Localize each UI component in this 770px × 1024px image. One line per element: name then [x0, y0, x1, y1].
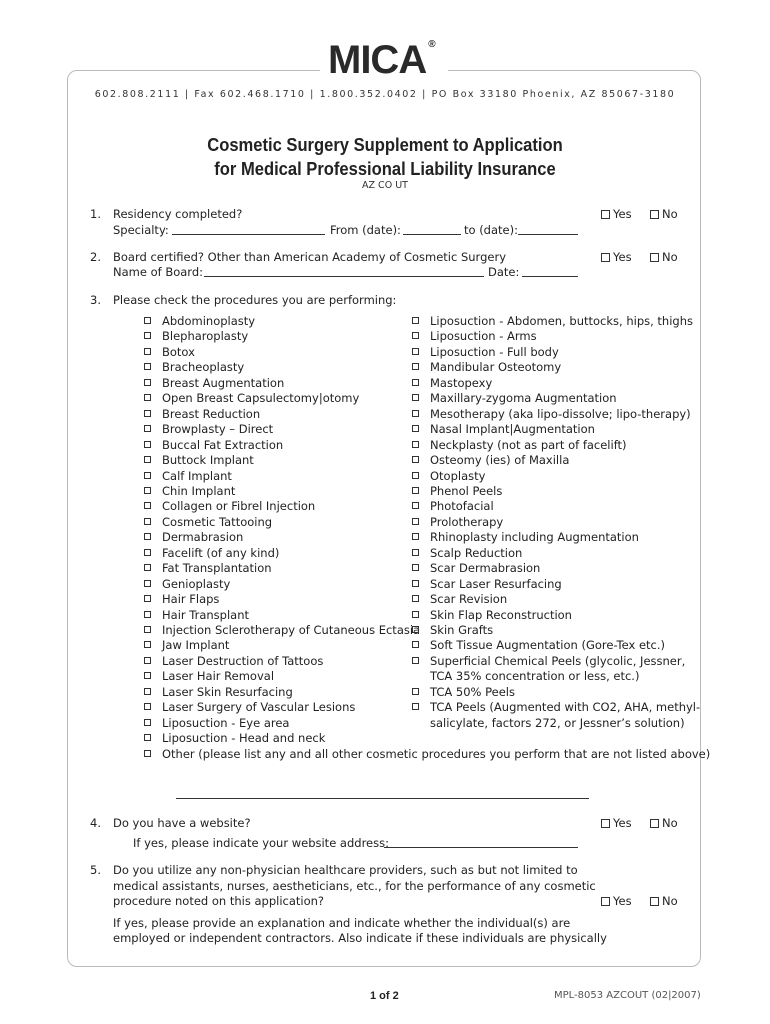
procedure-option[interactable]	[430, 329, 537, 343]
procedure-label: Hair Flaps	[162, 592, 220, 607]
q1-number: 1.	[90, 207, 101, 221]
checkbox-icon	[144, 487, 151, 494]
checkbox-icon	[412, 518, 419, 525]
q5-no-checkbox[interactable]: No	[650, 894, 678, 908]
procedure-label: Collagen or Fibrel Injection	[162, 499, 316, 514]
checkbox-icon	[144, 425, 151, 432]
from-date-field[interactable]	[403, 234, 461, 235]
checkbox-icon	[144, 719, 151, 726]
procedure-option[interactable]	[430, 407, 691, 421]
q4-number: 4.	[90, 816, 101, 830]
procedure-label: salicylate, factors 272, or Jessner’s solution)	[430, 715, 685, 730]
checkbox-icon	[412, 410, 419, 417]
procedure-label: Injection Sclerotherapy of Cutaneous Ectasia	[162, 623, 421, 637]
procedure-option[interactable]	[162, 515, 272, 529]
procedure-option[interactable]	[162, 747, 710, 761]
checkbox-icon	[601, 897, 610, 906]
q1-question: Residency completed?	[113, 207, 243, 221]
checkbox-icon	[601, 210, 610, 219]
checkbox-icon	[412, 394, 419, 401]
to-date-label: to (date):	[464, 223, 518, 237]
q3-number: 3.	[90, 293, 101, 307]
checkbox-icon	[412, 317, 419, 324]
procedure-option[interactable]	[430, 654, 685, 668]
procedure-option[interactable]	[430, 685, 515, 699]
procedure-label: Facelift (of any kind)	[162, 545, 280, 560]
procedure-label: TCA 35% concentration or less, etc.)	[430, 669, 640, 684]
procedure-option[interactable]	[162, 685, 293, 699]
mica-logo: MICA ®	[328, 38, 436, 82]
procedure-label: Breast Augmentation	[162, 375, 285, 390]
specialty-field[interactable]	[172, 234, 325, 235]
procedure-option[interactable]	[430, 700, 700, 714]
checkbox-icon	[412, 332, 419, 339]
q5-question-line-2: medical assistants, nurses, aestheticians, etc., for the performance of any cosmetic	[113, 879, 596, 893]
title-line-1: Cosmetic Surgery Supplement to Application	[207, 135, 563, 155]
q2-yes-checkbox[interactable]: Yes	[601, 250, 632, 264]
checkbox-icon	[412, 502, 419, 509]
procedure-label: Calf Implant	[162, 468, 232, 483]
procedure-option[interactable]	[430, 453, 569, 467]
procedure-option[interactable]	[162, 314, 255, 328]
procedure-option[interactable]	[430, 530, 639, 544]
procedure-option[interactable]	[430, 345, 559, 359]
procedure-option[interactable]	[162, 654, 323, 668]
checkbox-icon	[144, 363, 151, 370]
procedure-option[interactable]	[162, 422, 273, 436]
q1-no-checkbox[interactable]: No	[650, 207, 678, 221]
procedure-label: Laser Hair Removal	[162, 669, 275, 684]
procedure-label: Chin Implant	[162, 483, 236, 498]
procedure-label: Scalp Reduction	[430, 545, 523, 560]
checkbox-icon	[412, 611, 419, 618]
procedure-option[interactable]	[162, 376, 284, 390]
procedure-option-continued	[430, 716, 685, 730]
checkbox-icon	[144, 595, 151, 602]
procedure-label: Open Breast Capsulectomy|otomy	[162, 391, 360, 406]
procedure-option[interactable]	[430, 469, 485, 483]
procedure-label: Scar Laser Resurfacing	[430, 576, 562, 591]
board-date-label: Date:	[488, 265, 520, 279]
procedure-label: Osteomy (ies) of Maxilla	[430, 453, 570, 468]
board-date-field[interactable]	[522, 276, 578, 277]
procedure-option[interactable]	[162, 407, 260, 421]
q2-no-checkbox[interactable]: No	[650, 250, 678, 264]
procedure-label: Liposuction - Abdomen, buttocks, hips, thighs	[430, 314, 693, 328]
checkbox-icon	[144, 657, 151, 664]
q5-yes-checkbox[interactable]: Yes	[601, 894, 632, 908]
checkbox-icon	[144, 641, 151, 648]
checkbox-icon	[144, 611, 151, 618]
procedure-option[interactable]	[162, 716, 289, 730]
checkbox-icon	[144, 580, 151, 587]
page-title	[31, 133, 739, 181]
procedure-option[interactable]	[162, 669, 274, 683]
procedure-option[interactable]	[430, 592, 507, 606]
procedure-option[interactable]	[162, 360, 244, 374]
checkbox-icon	[412, 363, 419, 370]
q4-yes-checkbox[interactable]: Yes	[601, 816, 632, 830]
procedure-option[interactable]	[162, 329, 248, 343]
procedure-option[interactable]	[162, 530, 243, 544]
q3-question: Please check the procedures you are performing:	[113, 293, 397, 307]
checkbox-icon	[412, 472, 419, 479]
checkbox-icon	[144, 441, 151, 448]
procedure-label: Buccal Fat Extraction	[162, 437, 284, 452]
q2-question: Board certified? Other than American Academy of Cosmetic Surgery	[113, 250, 506, 264]
board-name-field[interactable]	[204, 276, 484, 277]
checkbox-icon	[144, 472, 151, 479]
q2-number: 2.	[90, 250, 101, 264]
procedure-option[interactable]	[430, 360, 561, 374]
procedure-label: Bracheoplasty	[162, 360, 245, 375]
title-line-2: for Medical Professional Liability Insurance	[214, 159, 556, 179]
procedure-label: Maxillary-zygoma Augmentation	[430, 391, 617, 406]
procedure-option-continued	[430, 669, 639, 683]
procedure-option[interactable]	[430, 438, 627, 452]
procedure-option[interactable]	[430, 608, 572, 622]
checkbox-icon	[144, 672, 151, 679]
q5-explain-line-2: employed or independent contractors. Also indicate if these individuals are physically	[113, 931, 607, 945]
to-date-field[interactable]	[518, 234, 578, 235]
q5-number: 5.	[90, 863, 101, 877]
procedure-option[interactable]	[162, 638, 229, 652]
checkbox-icon	[144, 456, 151, 463]
procedure-option[interactable]	[162, 391, 359, 405]
form-code: MPL-8053 AZCOUT (02|2007)	[554, 990, 701, 1001]
procedure-label: Breast Reduction	[162, 406, 261, 421]
checkbox-icon	[144, 626, 151, 633]
procedure-label: Rhinoplasty including Augmentation	[430, 530, 639, 545]
checkbox-icon	[144, 394, 151, 401]
checkbox-icon	[144, 564, 151, 571]
procedure-option[interactable]	[162, 438, 283, 452]
checkbox-icon	[412, 641, 419, 648]
checkbox-icon	[412, 425, 419, 432]
q4-question: Do you have a website?	[113, 816, 251, 830]
checkbox-icon	[144, 734, 151, 741]
procedure-label: Phenol Peels	[430, 483, 503, 498]
procedure-label: Laser Destruction of Tattoos	[162, 653, 324, 668]
procedure-option[interactable]	[430, 499, 494, 513]
q5-question-line-1: Do you utilize any non-physician healthcare providers, such as but not limited to	[113, 863, 578, 877]
checkbox-icon	[412, 703, 419, 710]
procedure-option[interactable]	[162, 499, 315, 513]
board-name-label: Name of Board:	[113, 265, 203, 279]
checkbox-icon	[412, 456, 419, 463]
checkbox-icon	[144, 502, 151, 509]
procedure-label: Neckplasty (not as part of facelift)	[430, 437, 627, 452]
page-number: 1 of 2	[370, 990, 399, 1002]
checkbox-icon	[650, 819, 659, 828]
procedure-option[interactable]	[162, 561, 272, 575]
procedure-option[interactable]	[162, 546, 279, 560]
procedure-option[interactable]	[162, 700, 355, 714]
procedure-option[interactable]	[162, 469, 232, 483]
specialty-label: Specialty:	[113, 223, 169, 237]
procedure-label: Laser Skin Resurfacing	[162, 684, 293, 699]
checkbox-icon	[650, 897, 659, 906]
procedure-option[interactable]	[162, 623, 420, 637]
procedure-label: Genioplasty	[162, 576, 231, 591]
procedure-option[interactable]	[430, 391, 617, 405]
checkbox-icon	[144, 750, 151, 757]
checkbox-icon	[144, 518, 151, 525]
procedure-label: Other (please list any and all other cosmetic procedures you perform that are not listed above)	[162, 746, 711, 761]
procedure-label: Scar Dermabrasion	[430, 561, 541, 576]
checkbox-icon	[412, 564, 419, 571]
checkbox-icon	[601, 819, 610, 828]
checkbox-icon	[412, 549, 419, 556]
procedure-label: Cosmetic Tattooing	[162, 514, 273, 529]
procedure-label: Superficial Chemical Peels (glycolic, Jessner,	[430, 653, 686, 668]
procedure-label: Laser Surgery of Vascular Lesions	[162, 700, 356, 715]
procedure-label: Hair Transplant	[162, 607, 250, 622]
contact-line: 602.808.2111 | Fax 602.468.1710 | 1.800.352.0402 | PO Box 33180 Phoenix, AZ 85067-3180	[94, 89, 676, 100]
procedure-label: Soft Tissue Augmentation (Gore-Tex etc.)	[430, 638, 666, 653]
procedure-label: Buttock Implant	[162, 453, 254, 468]
procedure-option[interactable]	[162, 453, 254, 467]
procedure-option[interactable]	[162, 484, 235, 498]
website-field[interactable]	[384, 847, 578, 848]
procedure-label: Botox	[162, 344, 195, 359]
procedure-label: Liposuction - Eye area	[162, 715, 290, 730]
procedure-option[interactable]	[162, 731, 325, 745]
procedure-label: Blepharoplasty	[162, 329, 249, 344]
procedure-option[interactable]	[430, 577, 562, 591]
q5-question-line-3: procedure noted on this application?	[113, 894, 325, 908]
checkbox-icon	[144, 533, 151, 540]
checkbox-icon	[144, 332, 151, 339]
website-label: If yes, please indicate your website address:	[133, 836, 389, 850]
procedure-label: Otoplasty	[430, 468, 486, 483]
state-list: AZ CO UT	[362, 180, 408, 191]
checkbox-icon	[144, 703, 151, 710]
checkbox-icon	[650, 210, 659, 219]
checkbox-icon	[144, 688, 151, 695]
q4-no-checkbox[interactable]: No	[650, 816, 678, 830]
q5-explain-line-1: If yes, please provide an explanation and indicate whether the individual(s) are	[113, 916, 571, 930]
procedure-label: Mesotherapy (aka lipo-dissolve; lipo-therapy)	[430, 406, 691, 421]
procedure-option[interactable]	[430, 376, 492, 390]
procedure-label: Liposuction - Arms	[430, 329, 537, 344]
procedure-option[interactable]	[430, 484, 502, 498]
q1-yes-checkbox[interactable]: Yes	[601, 207, 632, 221]
procedure-option[interactable]	[162, 577, 230, 591]
checkbox-icon	[144, 549, 151, 556]
procedure-label: Browplasty – Direct	[162, 422, 274, 437]
procedure-label: Skin Grafts	[430, 623, 494, 637]
other-procedures-field[interactable]	[176, 798, 589, 799]
procedure-option[interactable]	[430, 623, 493, 637]
checkbox-icon	[412, 657, 419, 664]
procedure-label: Skin Flap Reconstruction	[430, 607, 572, 622]
procedure-option[interactable]	[430, 422, 595, 436]
procedure-label: Fat Transplantation	[162, 561, 272, 576]
procedure-label: Dermabrasion	[162, 530, 244, 545]
checkbox-icon	[412, 441, 419, 448]
procedure-label: Abdominoplasty	[162, 314, 256, 328]
procedure-label: Liposuction - Head and neck	[162, 731, 326, 746]
checkbox-icon	[412, 626, 419, 633]
procedure-label: Nasal Implant|Augmentation	[430, 422, 595, 437]
procedure-label: Scar Revision	[430, 592, 508, 607]
checkbox-icon	[412, 533, 419, 540]
checkbox-icon	[144, 379, 151, 386]
procedure-option[interactable]	[162, 345, 195, 359]
procedure-label: Photofacial	[430, 499, 494, 514]
checkbox-icon	[650, 253, 659, 262]
checkbox-icon	[144, 348, 151, 355]
procedure-option[interactable]	[430, 314, 693, 328]
checkbox-icon	[144, 410, 151, 417]
procedure-label: Jaw Implant	[162, 638, 230, 653]
checkbox-icon	[412, 595, 419, 602]
checkbox-icon	[412, 688, 419, 695]
procedure-label: TCA 50% Peels	[430, 684, 515, 699]
checkbox-icon	[412, 580, 419, 587]
procedure-label: Prolotherapy	[430, 514, 504, 529]
procedure-label: TCA Peels (Augmented with CO2, AHA, methyl-	[430, 700, 701, 715]
procedure-option[interactable]	[430, 638, 665, 652]
procedure-option[interactable]	[430, 515, 503, 529]
procedure-label: Liposuction - Full body	[430, 344, 559, 359]
procedure-option[interactable]	[162, 592, 219, 606]
procedure-option[interactable]	[162, 608, 249, 622]
checkbox-icon	[412, 487, 419, 494]
checkbox-icon	[601, 253, 610, 262]
procedure-option[interactable]	[430, 561, 540, 575]
checkbox-icon	[412, 348, 419, 355]
checkbox-icon	[412, 379, 419, 386]
procedure-label: Mastopexy	[430, 375, 493, 390]
checkbox-icon	[144, 317, 151, 324]
procedure-label: Mandibular Osteotomy	[430, 360, 562, 375]
procedure-option[interactable]	[430, 546, 522, 560]
from-date-label: From (date):	[330, 223, 401, 237]
